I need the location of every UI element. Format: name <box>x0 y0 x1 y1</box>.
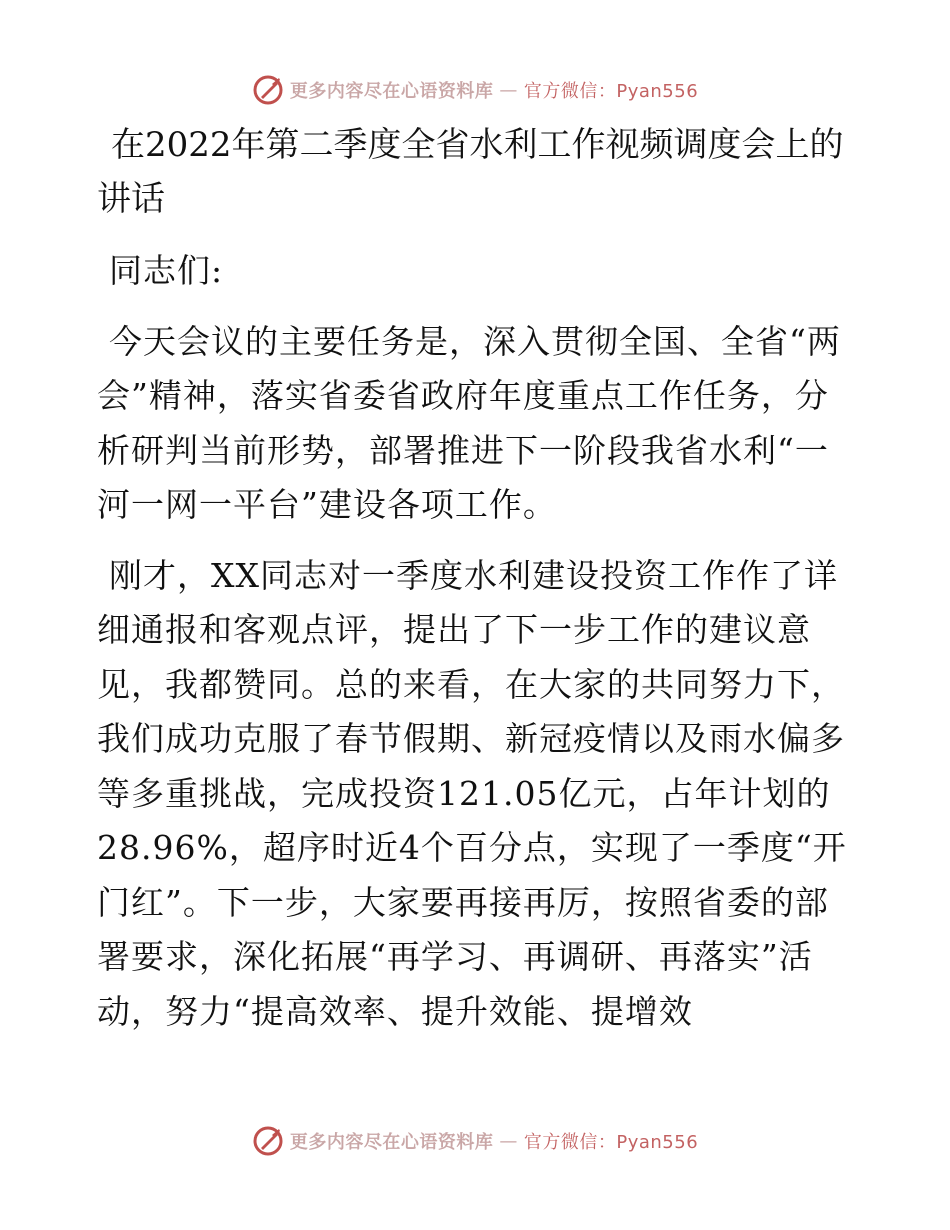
salutation: 同志们: <box>109 251 224 290</box>
document-title: 在2022年第二季度全省水利工作视频调度会上的讲话 <box>97 125 844 219</box>
paragraph-2: 刚才，XX同志对一季度水利建设投资工作作了详细通报和客观点评，提出了下一步工作的建议意见，我都赞同。总的来看，在大家的共同努力下，我们成功克服了春节假期、新冠疫情以及雨水偏多等多重挑战，完成投资121.05亿元，占年计划的28.96%，超序时近4个百分点，实现了一季度“开门红”。下一步，大家要再接再厉，按照省委的部署要求，深化拓展“再学习、再调研、再落实”活动，努力“提高效率、提升效能、提增效 <box>97 555 847 1031</box>
quill-circle-icon <box>252 74 284 106</box>
banner-wechat-text: 官方微信：Pyan556 <box>523 1132 699 1153</box>
header-watermark-banner <box>0 70 950 110</box>
paragraph-1: 今天会议的主要任务是，深入贯彻全国、全省“两会”精神，落实省委省政府年度重点工作任务，分析研判当前形势，部署推进下一阶段我省水利“一河一网一平台”建设各项工作。 <box>97 321 841 524</box>
quill-circle-icon <box>252 1125 284 1157</box>
banner-dash: — <box>499 79 518 101</box>
document-body <box>97 118 852 1039</box>
banner-site-text: 更多内容尽在心语资料库 <box>289 81 494 102</box>
banner-dash: — <box>499 1130 518 1152</box>
banner-site-text: 更多内容尽在心语资料库 <box>289 1132 494 1153</box>
footer-watermark-banner <box>0 1121 950 1161</box>
banner-wechat-text: 官方微信：Pyan556 <box>523 81 699 102</box>
